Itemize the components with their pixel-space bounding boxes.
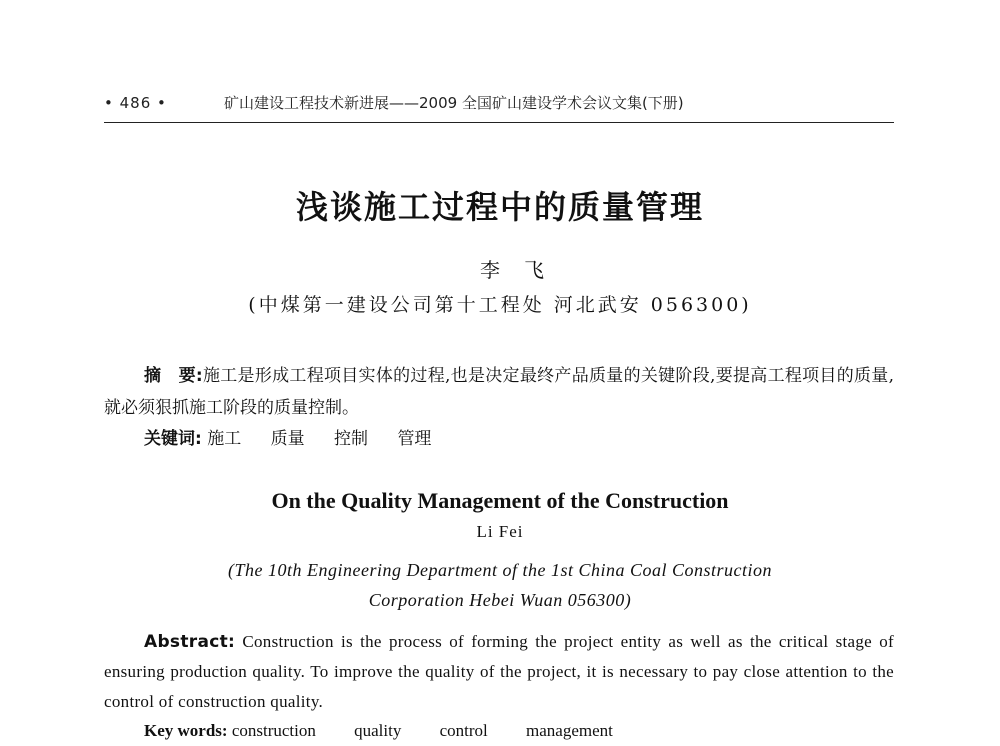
chinese-title: 浅谈施工过程中的质量管理 [295,188,704,226]
english-keyword: quality [354,721,402,740]
chinese-keyword: 质量 [270,429,305,449]
english-keyword: construction [231,721,316,740]
english-keywords-label: Key words: [144,721,228,740]
page-number: • 486 • [104,94,167,112]
english-keyword: management [526,721,613,740]
header-rule [104,122,894,123]
english-affiliation-line: Corporation Hebei Wuan 056300) [368,590,632,610]
english-title: On the Quality Management of the Construction [271,488,729,513]
english-affiliation [0,555,1000,615]
english-keywords [144,716,894,746]
chinese-abstract-label: 摘 要: [144,366,203,386]
english-abstract-text: Construction is the process of forming the project entity as well as the critical stage of ensuring production quality. To improve the quality of the project, it is necessary to pay close attention to the control of construction quality. [104,632,894,711]
english-affiliation-line: (The 10th Engineering Department of the 1st China Coal Construction [228,560,772,580]
english-author: Li Fei [476,522,524,541]
running-title: 矿山建设工程技术新进展——2009 全国矿山建设学术会议文集(下册) [224,94,684,112]
chinese-keywords [144,424,894,454]
english-keyword: control [439,721,488,740]
english-abstract-label: Abstract: [144,632,236,652]
chinese-keyword: 施工 [207,429,242,449]
chinese-keyword: 管理 [397,429,432,449]
chinese-affiliation: (中煤第一建设公司第十工程处 河北武安 056300) [248,294,752,316]
chinese-keywords-label: 关键词: [144,429,202,449]
chinese-author: 李飞 [480,258,568,282]
running-header [104,92,894,113]
english-abstract [104,627,894,717]
chinese-abstract [104,360,894,424]
chinese-abstract-text: 施工是形成工程项目实体的过程,也是决定最终产品质量的关键阶段,要提高工程项目的质量,就必须狠抓施工阶段的质量控制。 [104,366,894,418]
chinese-keyword: 控制 [334,429,369,449]
